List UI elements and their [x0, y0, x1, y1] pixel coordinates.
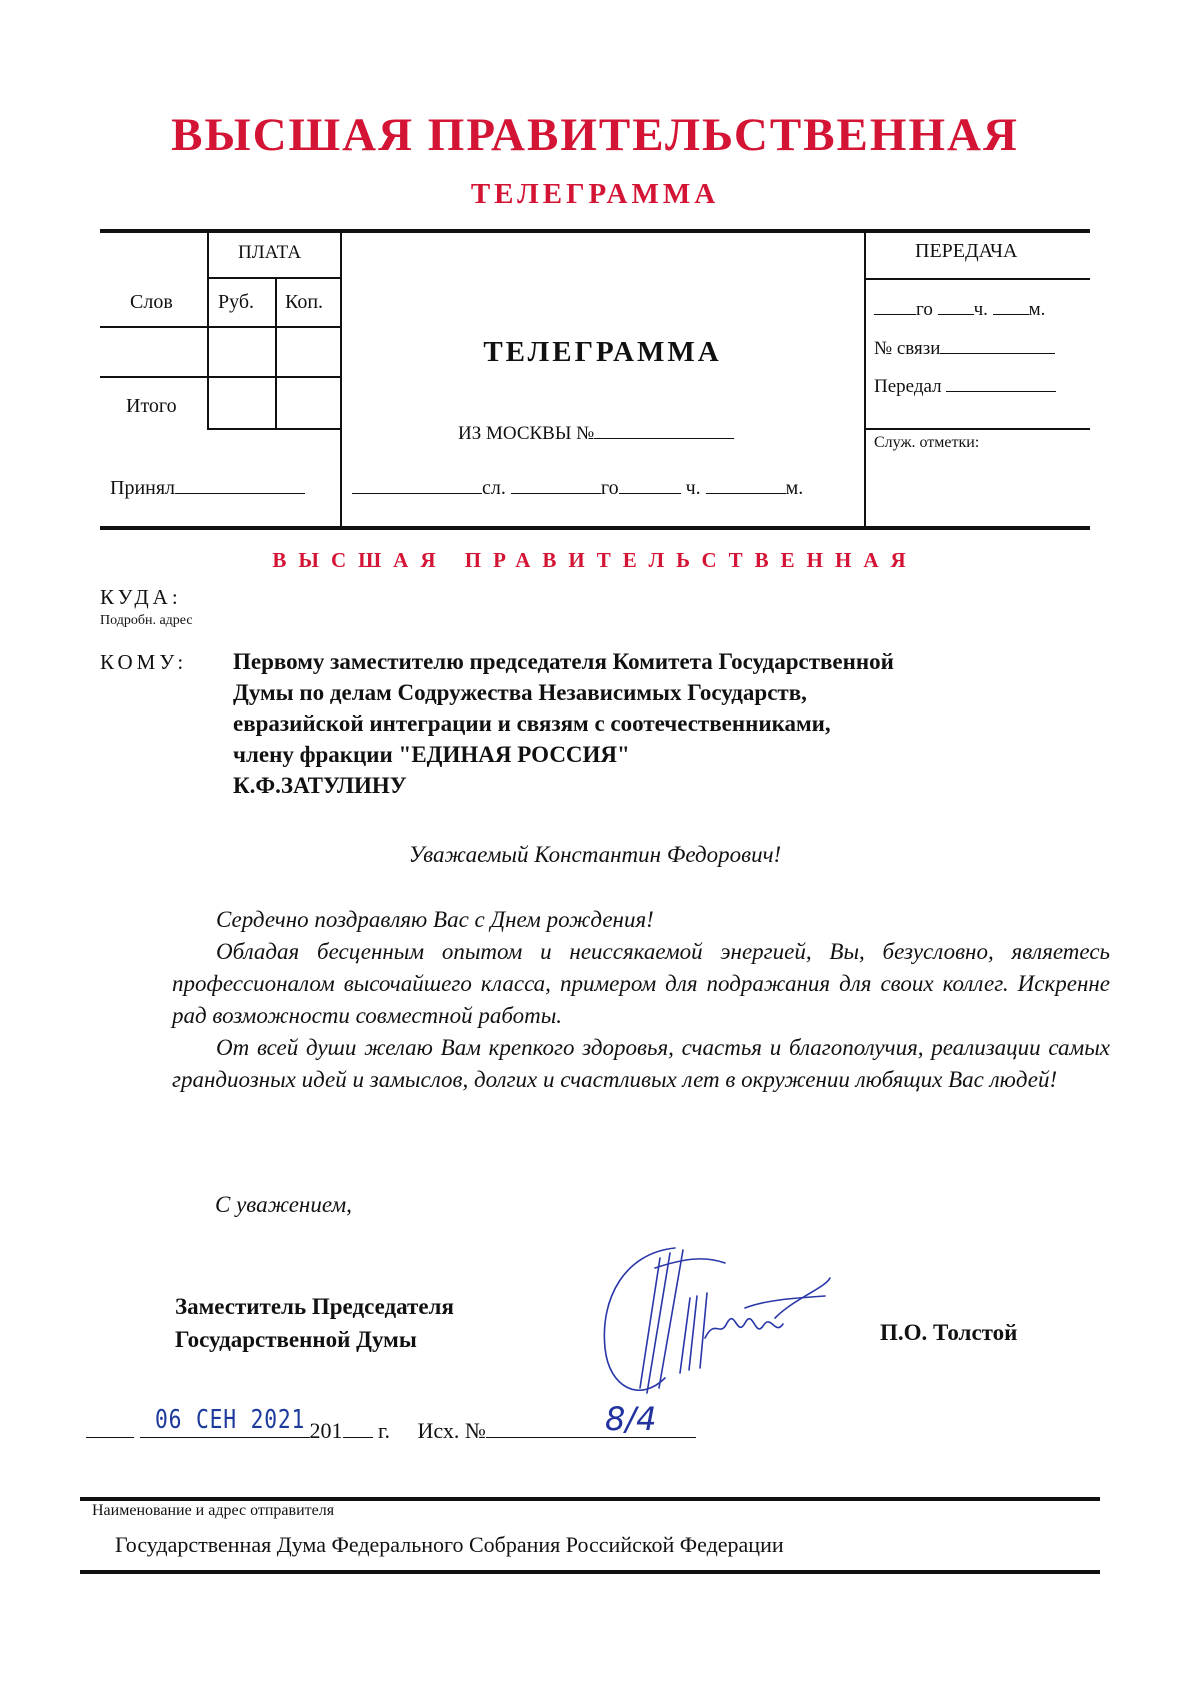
received-time-field: сл. го ч. м. [352, 475, 803, 500]
kop-label: Коп. [285, 291, 324, 313]
outgoing-number-handwritten: 8/4 [605, 1400, 657, 1438]
fee-vline-2 [275, 278, 277, 429]
form-top-border [100, 229, 1090, 233]
letter-paragraph: Сердечно поздравляю Вас с Днем рождения! [216, 907, 654, 932]
nomer-svyazi-field: № связи [874, 335, 1055, 360]
form-divider-left [340, 229, 342, 529]
date-stamp: 06 СЕН 2021 [155, 1405, 306, 1435]
sluzh-otmetki-label: Служ. отметки: [874, 434, 980, 451]
signer-role-line: Заместитель Председателя [175, 1294, 454, 1319]
date-line: 201 г. Исх. № [86, 1418, 696, 1444]
recipient-block [233, 646, 1093, 801]
fee-hline-3 [100, 376, 341, 378]
form-bottom-border [100, 526, 1090, 530]
handwritten-signature [595, 1238, 835, 1408]
right-hline-1 [864, 278, 1090, 280]
plata-label: ПЛАТА [238, 242, 302, 263]
itogo-label: Итого [126, 395, 177, 417]
iz-moskvy-field: ИЗ МОСКВЫ № [458, 420, 734, 445]
prinyal-field: Принял [110, 475, 305, 500]
signer-role-line: Государственной Думы [175, 1327, 417, 1352]
recipient-line: Первому заместителю председателя Комитета Государственной [233, 649, 894, 674]
komu-label: КОМУ: [100, 650, 188, 674]
slov-label: Слов [130, 291, 173, 313]
kuda-label: КУДА: [100, 585, 182, 609]
letter-paragraph: От всей души желаю Вам крепкого здоровья, счастья и благополучия, реализации самых грандиозных идей и замыслов, долгих и счастливых лет в окружении любящих Вас людей! [172, 1035, 1110, 1092]
peredal-field: Передал [874, 373, 1056, 398]
transfer-time-field: го ч. м. [874, 296, 1045, 321]
signer-name: П.О. Толстой [880, 1320, 1018, 1345]
rub-label: Руб. [218, 291, 255, 313]
form-divider-right [864, 229, 866, 529]
fee-vline-1 [207, 229, 209, 429]
fee-hline-1 [207, 277, 341, 279]
right-hline-2 [864, 428, 1090, 430]
recipient-line: члену фракции "ЕДИНАЯ РОССИЯ" [233, 742, 630, 767]
recipient-line: К.Ф.ЗАТУЛИНУ [233, 773, 407, 798]
letter-paragraph: Обладая бесценным опытом и неиссякаемой энергией, Вы, безусловно, являетесь профессионалом высочайшего класса, примером для подражания для своих коллег. Искренне рад возможности совместной работы. [172, 939, 1110, 1028]
closing: С уважением, [215, 1192, 352, 1217]
separator-title: ВЫСШАЯ ПРАВИТЕЛЬСТВЕННАЯ [272, 548, 918, 572]
signer-role [175, 1290, 454, 1356]
recipient-line: Думы по делам Содружества Независимых Государств, [233, 680, 807, 705]
sender-caption: Наименование и адрес отправителя [92, 1502, 335, 1519]
telegram-center-title: ТЕЛЕГРАММА [483, 336, 722, 368]
sender-bottom-border [80, 1570, 1100, 1574]
fee-hline-2 [100, 326, 341, 328]
document-subtitle: ТЕЛЕГРАММА [470, 178, 720, 210]
letter-body [172, 904, 1110, 1096]
recipient-line: евразийской интеграции и связям с соотечественниками, [233, 711, 831, 736]
kuda-hint: Подробн. адрес [100, 613, 193, 628]
document-title: ВЫСШАЯ ПРАВИТЕЛЬСТВЕННАЯ [171, 109, 1019, 161]
sender-name: Государственная Дума Федерального Собрания Российской Федерации [115, 1532, 784, 1557]
peredacha-label: ПЕРЕДАЧА [915, 240, 1018, 262]
sender-top-border [80, 1497, 1100, 1501]
greeting: Уважаемый Константин Федорович! [408, 842, 782, 867]
fee-hline-4 [207, 428, 341, 430]
